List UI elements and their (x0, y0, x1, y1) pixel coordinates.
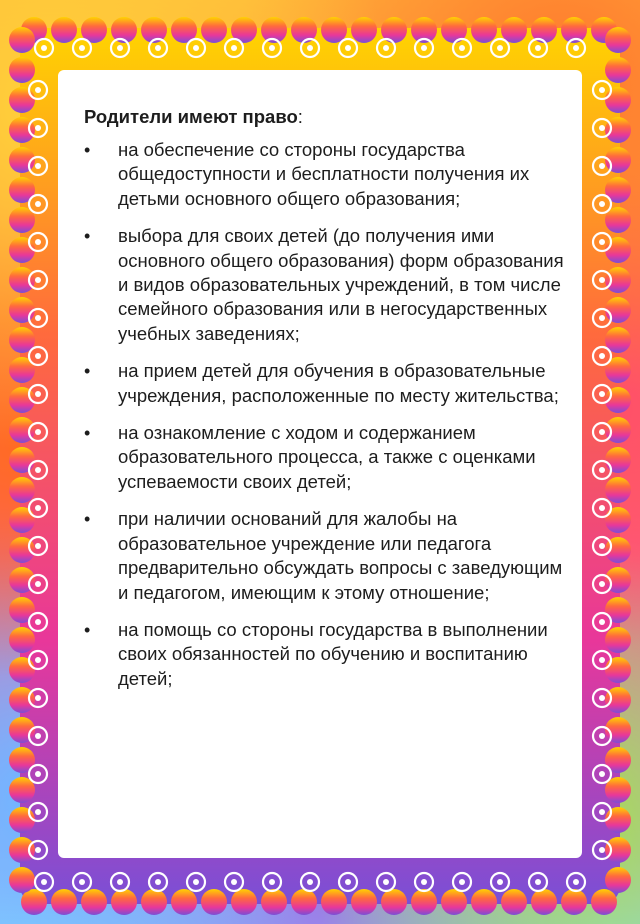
lace-flower-center (599, 695, 605, 701)
lace-flower-center (599, 619, 605, 625)
lace-flower-center (41, 45, 47, 51)
lace-scallop (471, 17, 497, 43)
lace-flower-center (193, 45, 199, 51)
lace-scallop (201, 889, 227, 915)
lace-scallop (561, 889, 587, 915)
list-item (84, 359, 564, 408)
lace-flower-center (599, 657, 605, 663)
lace-flower-center (535, 879, 541, 885)
lace-flower-center (599, 733, 605, 739)
lace-scallop (9, 297, 35, 323)
lace-flower-center (79, 45, 85, 51)
list-item (84, 138, 564, 211)
lace-flower-center (35, 315, 41, 321)
lace-flower-center (35, 391, 41, 397)
lace-scallop (231, 889, 257, 915)
list-item-text: на прием детей для обучения в образовательные учреждения, расположенные по месту жительства; (118, 360, 559, 406)
lace-flower-center (599, 505, 605, 511)
lace-scallop (605, 867, 631, 893)
lace-flower-center (599, 391, 605, 397)
lace-scallop (605, 297, 631, 323)
lace-flower-center (269, 879, 275, 885)
content-area (84, 106, 564, 836)
list-item (84, 618, 564, 691)
lace-scallop (605, 447, 631, 473)
lace-scallop (261, 889, 287, 915)
lace-flower-center (35, 239, 41, 245)
list-item-text: на обеспечение со стороны государства общедоступности и бесплатности получения их детьми основного общего образования; (118, 139, 530, 209)
lace-scallop (9, 807, 35, 833)
lace-scallop (531, 889, 557, 915)
lace-flower-center (269, 45, 275, 51)
bullet: • (84, 140, 91, 160)
lace-scallop (291, 889, 317, 915)
lace-scallop (605, 597, 631, 623)
lace-flower-center (35, 429, 41, 435)
lace-scallop (605, 267, 631, 293)
lace-flower-center (599, 429, 605, 435)
lace-flower-center (599, 125, 605, 131)
lace-flower-center (535, 45, 541, 51)
lace-flower-center (35, 505, 41, 511)
list-item-text: выбора для своих детей (до получения ими основного общего образования) форм образования и видов образовательных учреждений, в том числе семейного образования или в негосударственных учебных заведениях; (118, 225, 564, 344)
lace-flower-center (231, 45, 237, 51)
lace-flower-center (35, 695, 41, 701)
lace-flower-center (35, 87, 41, 93)
lace-scallop (9, 627, 35, 653)
lace-scallop (381, 889, 407, 915)
lace-scallop (9, 57, 35, 83)
lace-flower-center (599, 163, 605, 169)
list-item (84, 507, 564, 605)
lace-scallop (141, 889, 167, 915)
lace-scallop (351, 889, 377, 915)
lace-scallop (9, 867, 35, 893)
lace-flower-center (35, 847, 41, 853)
lace-flower-center (155, 879, 161, 885)
list-item-text: на помощь со стороны государства в выполнении своих обязанностей по обучению и воспитанию детей; (118, 618, 548, 689)
lace-scallop (441, 889, 467, 915)
lace-flower-center (35, 277, 41, 283)
lace-scallop (501, 889, 527, 915)
lace-flower-center (35, 733, 41, 739)
lace-flower-center (599, 847, 605, 853)
list-item-text: на ознакомление с ходом и содержанием образовательного процесса, а также с оценками успеваемости своих детей; (118, 422, 536, 492)
lace-scallop (411, 889, 437, 915)
lace-scallop (605, 237, 631, 263)
lace-flower-center (117, 45, 123, 51)
lace-scallop (351, 17, 377, 43)
lace-flower-center (35, 201, 41, 207)
lace-scallop (605, 477, 631, 503)
lace-scallop (9, 507, 35, 533)
lace-flower-center (459, 879, 465, 885)
list-item (84, 224, 564, 346)
lace-flower-center (307, 879, 313, 885)
lace-scallop (321, 889, 347, 915)
lace-scallop (9, 837, 35, 863)
lace-scallop (605, 627, 631, 653)
lace-scallop (51, 17, 77, 43)
heading (84, 106, 564, 128)
lace-flower-center (599, 809, 605, 815)
lace-flower-center (599, 315, 605, 321)
lace-flower-center (35, 125, 41, 131)
lace-scallop (9, 597, 35, 623)
lace-flower-center (421, 45, 427, 51)
lace-scallop (321, 17, 347, 43)
lace-flower-center (599, 543, 605, 549)
lace-scallop (605, 507, 631, 533)
lace-flower-center (35, 163, 41, 169)
lace-flower-center (345, 45, 351, 51)
lace-flower-center (573, 879, 579, 885)
lace-flower-center (599, 581, 605, 587)
lace-flower-center (599, 87, 605, 93)
lace-flower-center (599, 277, 605, 283)
lace-scallop (605, 837, 631, 863)
lace-flower-center (35, 543, 41, 549)
lace-scallop (605, 87, 631, 113)
heading-suffix: : (297, 106, 303, 127)
lace-flower-center (307, 45, 313, 51)
lace-flower-center (35, 771, 41, 777)
bullet: • (84, 226, 91, 247)
lace-flower-center (35, 353, 41, 359)
lace-scallop (605, 57, 631, 83)
bullet: • (84, 423, 91, 444)
lace-flower-center (497, 45, 503, 51)
lace-flower-center (231, 879, 237, 885)
lace-flower-center (599, 201, 605, 207)
lace-scallop (81, 889, 107, 915)
lace-flower-center (383, 45, 389, 51)
heading-title: Родители имеют право (84, 106, 298, 127)
bullet: • (84, 619, 91, 640)
lace-flower-center (35, 809, 41, 815)
lace-scallop (605, 807, 631, 833)
lace-scallop (111, 889, 137, 915)
lace-scallop (9, 477, 35, 503)
lace-flower-center (35, 581, 41, 587)
lace-flower-center (599, 353, 605, 359)
lace-flower-center (599, 771, 605, 777)
lace-scallop (201, 17, 227, 43)
rights-list (84, 138, 564, 691)
lace-flower-center (79, 879, 85, 885)
lace-flower-center (41, 879, 47, 885)
lace-flower-center (193, 879, 199, 885)
lace-flower-center (383, 879, 389, 885)
lace-scallop (51, 889, 77, 915)
lace-scallop (9, 657, 35, 683)
lace-flower-center (35, 619, 41, 625)
list-item (84, 421, 564, 494)
lace-flower-center (421, 879, 427, 885)
list-item-text: при наличии оснований для жалобы на образовательное учреждение или педагога предварительно обсуждать вопросы с заведующим и педагогом, имеющим к этому отношение; (118, 508, 563, 603)
lace-flower-center (599, 467, 605, 473)
lace-flower-center (599, 239, 605, 245)
lace-scallop (471, 889, 497, 915)
lace-scallop (591, 889, 617, 915)
lace-scallop (605, 657, 631, 683)
lace-scallop (171, 889, 197, 915)
lace-scallop (9, 237, 35, 263)
lace-flower-center (345, 879, 351, 885)
lace-flower-center (117, 879, 123, 885)
lace-flower-center (35, 657, 41, 663)
bullet: • (84, 509, 91, 530)
lace-scallop (21, 889, 47, 915)
bullet: • (84, 361, 91, 382)
lace-scallop (605, 27, 631, 53)
lace-scallop (9, 267, 35, 293)
lace-scallop (9, 87, 35, 113)
lace-flower-center (497, 879, 503, 885)
lace-flower-center (573, 45, 579, 51)
lace-flower-center (459, 45, 465, 51)
lace-flower-center (155, 45, 161, 51)
lace-scallop (9, 447, 35, 473)
lace-scallop (9, 27, 35, 53)
lace-flower-center (35, 467, 41, 473)
lace-scallop (501, 17, 527, 43)
